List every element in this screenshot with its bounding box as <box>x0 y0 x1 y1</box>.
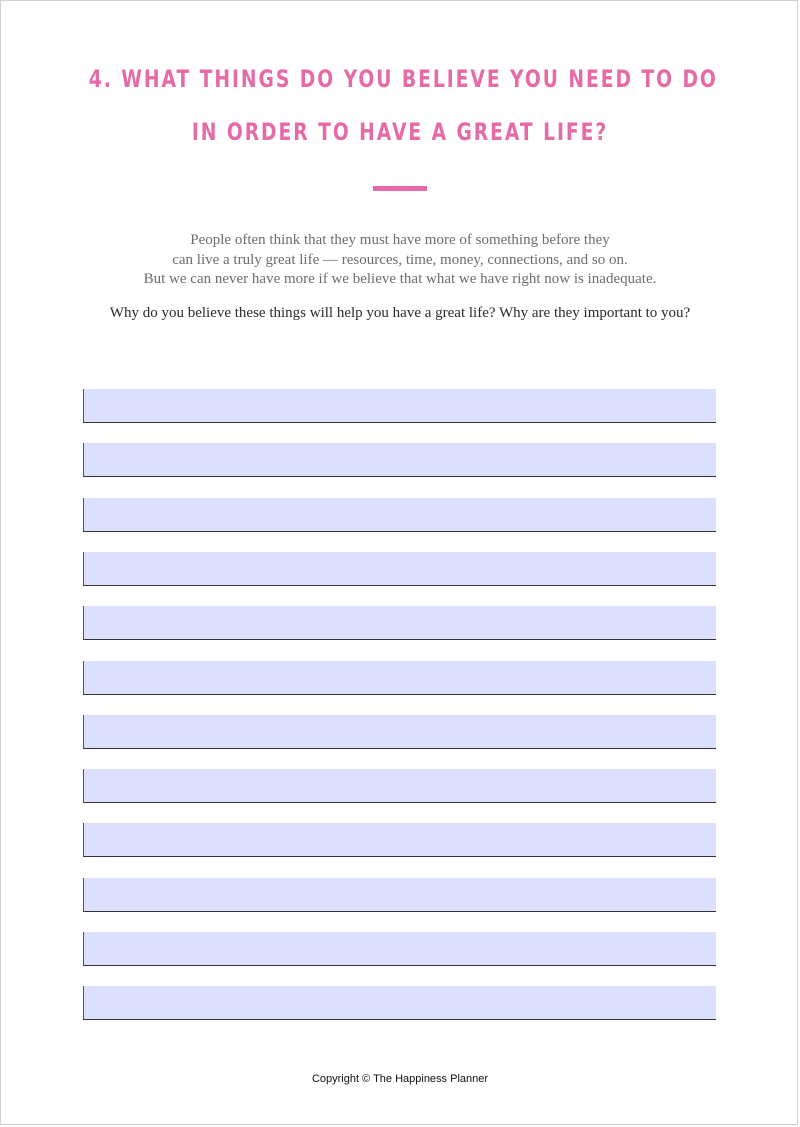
intro-line: But we can never have more if we believe that what we have right now is inadequate. <box>143 271 657 287</box>
answer-line-field[interactable] <box>83 986 716 1020</box>
answer-line-field[interactable] <box>83 715 716 749</box>
intro-line: can live a truly great life — resources, time, money, connections, and so on. <box>172 251 628 268</box>
answer-line-field[interactable] <box>83 932 716 966</box>
title-divider <box>373 186 427 191</box>
page-title-line-2: IN ORDER TO HAVE A GREAT LIFE? <box>191 118 609 146</box>
answer-line-field[interactable] <box>83 769 716 803</box>
answer-line-field[interactable] <box>83 878 716 912</box>
copyright-footer: Copyright © The Happiness Planner <box>311 1073 489 1085</box>
answer-line-field[interactable] <box>83 823 716 857</box>
answer-line-field[interactable] <box>83 552 716 586</box>
prompt-question: Why do you believe these things will help you have a great life? Why are they important to you? <box>109 305 691 321</box>
answer-line-field[interactable] <box>83 498 716 532</box>
answer-line-field[interactable] <box>83 389 716 423</box>
page-title-line-1: 4. WHAT THINGS DO YOU BELIEVE YOU NEED TO DO <box>88 65 718 93</box>
intro-paragraph <box>1 231 799 290</box>
intro-line: People often think that they must have more of something before they <box>190 232 610 248</box>
answer-line-field[interactable] <box>83 661 716 695</box>
answer-line-field[interactable] <box>83 443 716 477</box>
answer-line-field[interactable] <box>83 606 716 640</box>
